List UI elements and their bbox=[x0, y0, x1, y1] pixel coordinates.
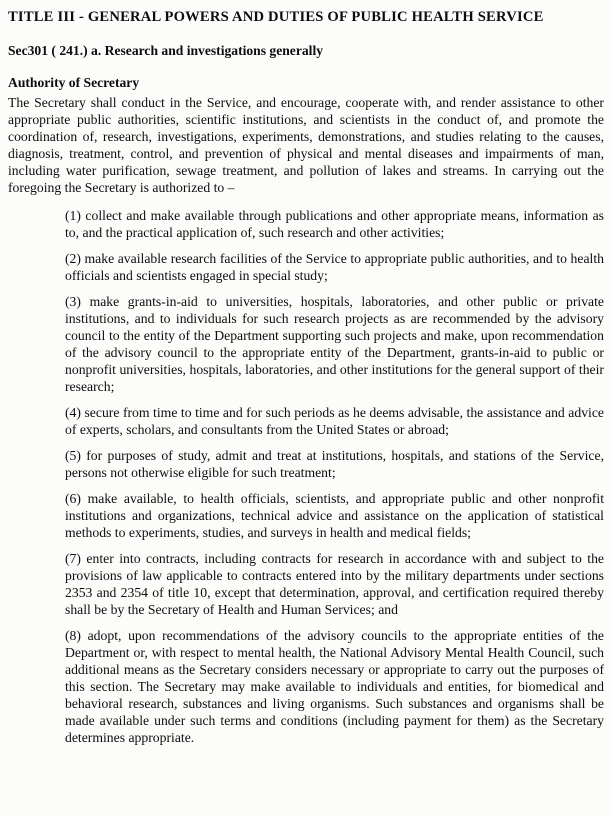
intro-paragraph: The Secretary shall conduct in the Service, and encourage, cooperate with, and render assistance to other appropriate public authorities, scientific institutions, and scientists in the conduct of, and promote the coordination of, research, investigations, experiments, demonstrations, and studies relating to the causes, diagnosis, treatment, control, and prevention of physical and mental diseases and impairments of man, including water purification, sewage treatment, and pollution of lakes and streams. In carrying out the foregoing the Secretary is authorized to – bbox=[8, 95, 604, 195]
statute-item-8: (8) adopt, upon recommendations of the advisory councils to the appropriate entities of the Department or, with respect to mental health, the National Advisory Mental Health Council, such additional means as the Secretary considers necessary or appropriate to carry out the purposes of this section. The Secretary may make available to individuals and entities, for biomedical and behavioral research, substances and living organisms. Such substances and organisms shall be made available under such terms and conditions (including payment for them) as the Secretary determines appropriate. bbox=[65, 628, 604, 745]
authority-subheading: Authority of Secretary bbox=[8, 75, 140, 90]
section-heading: Sec301 ( 241.) a. Research and investigations generally bbox=[8, 43, 324, 58]
statute-item-1: (1) collect and make available through publications and other appropriate means, information as to, and the practical application of, such research and other activities; bbox=[65, 208, 604, 240]
statute-item-2: (2) make available research facilities of the Service to appropriate public authorities, and to health officials and scientists engaged in special study; bbox=[65, 251, 604, 283]
statute-item-7: (7) enter into contracts, including contracts for research in accordance with and subject to the provisions of law applicable to contracts entered into by the military departments under sections 2353 and 2354 of title 10, except that determination, approval, and certification required thereby shall be by the Secretary of Health and Human Services; and bbox=[65, 551, 604, 617]
statute-item-5: (5) for purposes of study, admit and treat at institutions, hospitals, and stations of the Service, persons not otherwise eligible for such treatment; bbox=[65, 448, 604, 480]
statute-item-6: (6) make available, to health officials, scientists, and appropriate public and other nonprofit institutions and organizations, technical advice and assistance on the application of statistical methods to experiments, studies, and surveys in health and medical fields; bbox=[65, 491, 604, 540]
statute-item-3: (3) make grants-in-aid to universities, hospitals, laboratories, and other public or private institutions, and to individuals for such research projects as are recommended by the advisory council to the entity of the Department supporting such projects and make, upon recommendation of the advisory council to the appropriate entity of the Department, grants-in-aid to public or nonprofit universities, hospitals, laboratories, and other institutions for the general support of their research; bbox=[65, 294, 604, 394]
document-title: TITLE III - GENERAL POWERS AND DUTIES OF PUBLIC HEALTH SERVICE bbox=[8, 9, 544, 25]
statute-item-4: (4) secure from time to time and for such periods as he deems advisable, the assistance and advice of experts, scholars, and consultants from the United States or abroad; bbox=[65, 405, 604, 437]
